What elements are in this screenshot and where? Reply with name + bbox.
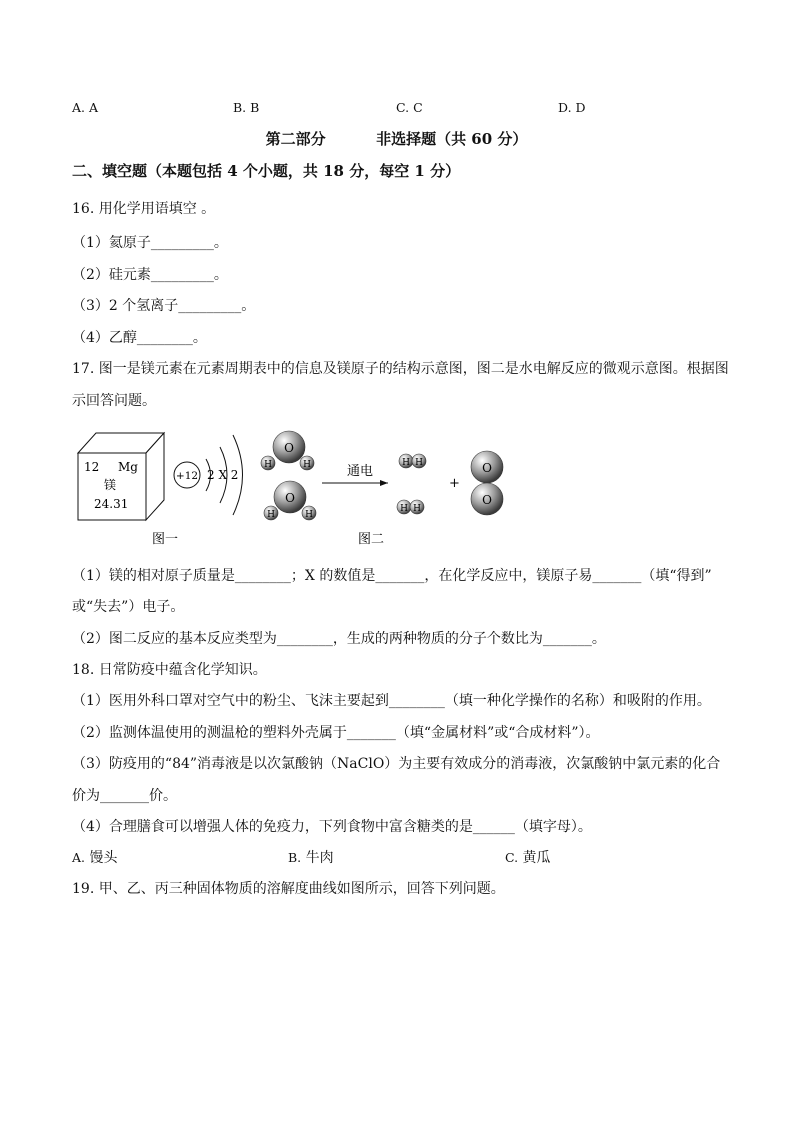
q17-item-1: （1）镁的相对原子质量是________；X 的数值是_______，在化学反应中，镁原子易_______（填“得到” <box>72 568 712 584</box>
q16-item-4: （4）乙醇________。 <box>72 330 207 346</box>
q16-item-2: （2）硅元素_________。 <box>72 267 228 283</box>
part2-title <box>0 129 793 149</box>
svg-text:H: H <box>400 504 408 514</box>
q16-item-1: （1）氦原子_________。 <box>72 235 228 251</box>
option-b: B. B <box>233 100 260 115</box>
hydrogen-molecule-1 <box>399 454 426 468</box>
q18-option-b: B. 牛肉 <box>288 850 334 866</box>
svg-text:H: H <box>267 510 275 520</box>
q18-item-3-cont: 价为_______价。 <box>72 788 177 804</box>
q18-item-2: （2）监测体温使用的测温枪的塑料外壳属于_______（填“金属材料”或“合成材料”）。 <box>72 725 600 741</box>
svg-text:H: H <box>303 460 311 470</box>
oxygen-molecule <box>471 451 503 515</box>
hydrogen-molecule-2 <box>397 500 424 514</box>
fig1-caption: 图一 <box>152 532 179 547</box>
svg-text:H: H <box>415 458 423 468</box>
element-mass: 24.31 <box>94 497 129 511</box>
q18-item-3: （3）防疫用的“84”消毒液是以次氯酸钠（NaClO）为主要有效成分的消毒液，次氯酸钠中氯元素的化合 <box>72 756 721 772</box>
water-molecule-1 <box>261 431 314 470</box>
q17-stem-2: 示回答问题。 <box>72 393 156 409</box>
svg-text:H: H <box>305 510 313 520</box>
q17-item-2: （2）图二反应的基本反应类型为________，生成的两种物质的分子个数比为_______。 <box>72 631 606 647</box>
section-heading: 二、填空题（本题包括 4 个小题，共 18 分，每空 1 分） <box>72 162 461 180</box>
svg-text:H: H <box>264 460 272 470</box>
svg-text:O: O <box>284 441 294 455</box>
element-cell <box>78 433 164 520</box>
nucleus-charge: +12 <box>175 470 199 482</box>
element-symbol: Mg <box>118 460 138 474</box>
q18-item-4: （4）合理膳食可以增强人体的免疫力，下列食物中富含糖类的是______（填字母）。 <box>72 819 592 835</box>
water-molecule-2 <box>264 481 316 520</box>
option-d: D. D <box>558 100 586 115</box>
q18-option-c: C. 黄瓜 <box>505 850 551 866</box>
q17-item-1-cont: 或“失去”）电子。 <box>72 599 185 615</box>
q17-figure <box>70 425 550 550</box>
part2-right: 非选择题（共 60 分） <box>376 130 528 148</box>
option-a: A. A <box>72 100 99 115</box>
arrow-label: 通电 <box>347 464 374 479</box>
q18-item-1: （1）医用外科口罩对空气中的粉尘、飞沫主要起到________（填一种化学操作的名称）和吸附的作用。 <box>72 693 711 709</box>
q16-stem: 16. 用化学用语填空 。 <box>72 201 216 217</box>
element-number: 12 <box>84 460 100 474</box>
svg-text:H: H <box>402 458 410 468</box>
svg-text:O: O <box>285 491 295 505</box>
svg-text:O: O <box>482 461 492 475</box>
q17-stem-1: 17. 图一是镁元素在元素周期表中的信息及镁原子的结构示意图，图二是水电解反应的微观示意图。根据图 <box>72 361 729 377</box>
plus-sign: + <box>449 476 460 491</box>
q18-option-a: A. 馒头 <box>72 850 118 866</box>
svg-text:H: H <box>413 504 421 514</box>
q16-item-3: （3）2 个氢离子_________。 <box>72 298 256 314</box>
atom-structure <box>174 435 243 515</box>
option-c: C. C <box>396 100 423 115</box>
part2-left: 第二部分 <box>265 130 326 148</box>
q18-stem: 18. 日常防疫中蕴含化学知识。 <box>72 662 267 678</box>
q19-stem: 19. 甲、乙、丙三种固体物质的溶解度曲线如图所示，回答下列问题。 <box>72 881 505 897</box>
electron-shells: 2 X 2 <box>207 468 239 482</box>
element-name: 镁 <box>104 478 117 492</box>
fig2-caption: 图二 <box>358 532 385 547</box>
reaction-arrow <box>322 463 388 483</box>
svg-text:O: O <box>482 493 492 507</box>
